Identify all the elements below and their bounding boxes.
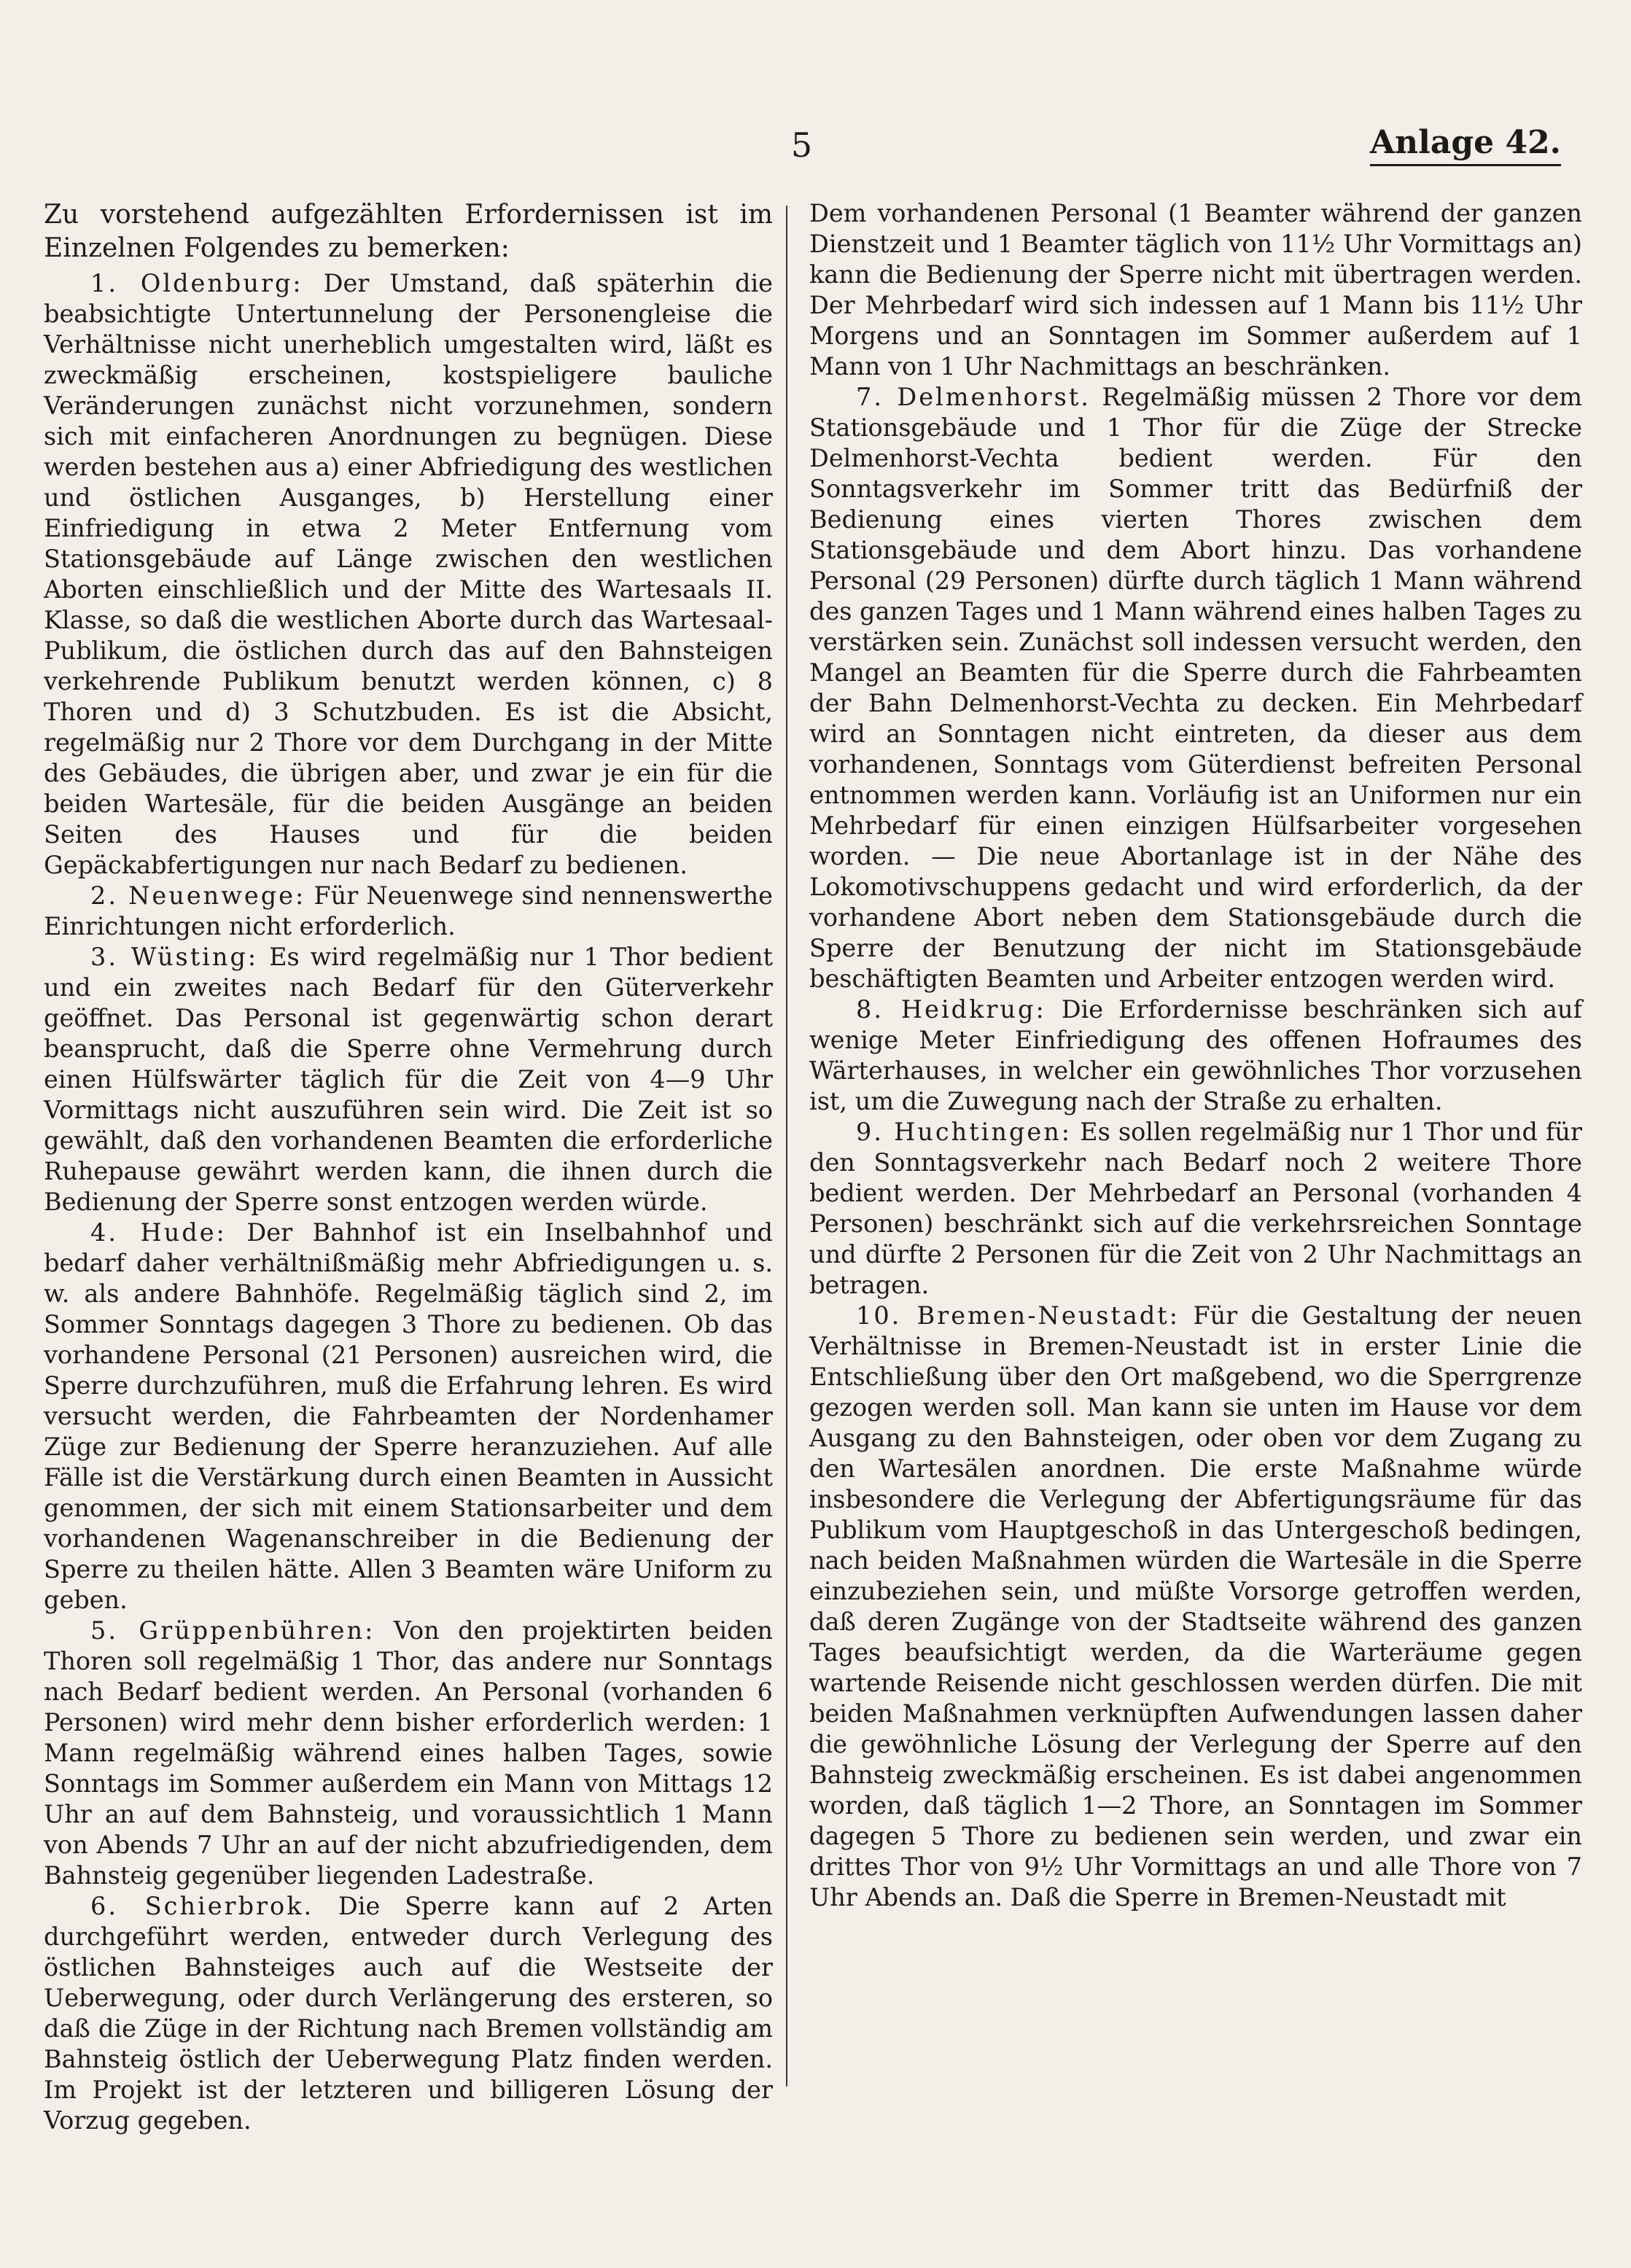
station-heading: 3. Wüsting: <box>90 943 259 971</box>
paragraph-oldenburg <box>44 268 773 881</box>
paragraph-grueppenbuehren <box>44 1616 773 1891</box>
paragraph-text: Die Sperre kann auf 2 Arten durchgeführt werden, entweder durch Verlegung des östlichen Bahnsteiges auch auf die Westseite der Ueberwegung, oder durch Verlängerung des ersteren, so daß die Züge in der Richtung nach Bremen vollständig am Bahnsteig östlich der Ueberwegung Platz finden werden. Im Projekt ist der letzteren und billigeren Lösung der Vorzug gegeben. <box>44 1892 773 2135</box>
paragraph-bremen-neustadt <box>809 1301 1582 1913</box>
paragraph-text: Von den projektirten beiden Thoren soll regelmäßig 1 Thor, das andere nur Sonntags nach Bedarf bedient werden. An Personal (vorhanden 6 Personen) wird mehr denn bisher erforderlich werden: 1 Mann regelmäßig während eines halben Tages, sowie Sonntags im Sommer außerdem ein Mann von Mittags 12 Uhr an auf dem Bahnsteig, und voraussichtlich 1 Mann von Abends 7 Uhr an auf der nicht abzufriedigenden, dem Bahnsteig gegenüber liegenden Ladestraße. <box>44 1616 773 1890</box>
intro-paragraph: Zu vorstehend aufgezählten Erfordernissen ist im Einzelnen Folgendes zu bemerken: <box>44 200 773 263</box>
station-heading: 1. Oldenburg: <box>90 269 303 297</box>
station-heading: 9. Huchtingen: <box>856 1118 1073 1146</box>
paragraph-text: Der Bahnhof ist ein Inselbahnhof und bedarf daher verhältnißmäßig mehr Abfriedigungen u. s. w. als andere Bahnhöfe. Regelmäßig täglich sind 2, im Sommer Sonntags dagegen 3 Thore zu bedienen. Ob das vorhandene Personal (21 Personen) ausreichen wird, die Sperre durchzuführen, muß die Erfahrung lehren. Es wird versucht werden, die Fahrbeamten der Nordenhamer Züge zur Bedienung der Sperre heranzuziehen. Auf alle Fälle ist die Verstärkung durch einen Beamten in Aussicht genommen, der sich mit einem Stationsarbeiter und dem vorhandenen Wagenanschreiber in die Bedienung der Sperre zu theilen hätte. Allen 3 Beamten wäre Uniform zu geben. <box>44 1218 773 1614</box>
left-column <box>44 198 773 2136</box>
paragraph-text: Es sollen regelmäßig nur 1 Thor und für den Sonntagsverkehr nach Bedarf noch 2 weitere Thore bedient werden. Der Mehrbedarf an Personal (vorhanden 4 Personen) beschränkt sich auf die verkehrsreichen Sonntage und dürfte 2 Personen für die Zeit von 2 Uhr Nachmittags an betragen. <box>809 1118 1582 1299</box>
right-column <box>809 198 1582 1913</box>
page-number: 5 <box>790 125 814 165</box>
station-heading: 2. Neuenwege: <box>90 881 306 910</box>
paragraph-text: Es wird regelmäßig nur 1 Thor bedient und ein zweites nach Bedarf für den Güterverkehr geöffnet. Das Personal ist gegenwärtig schon derart beansprucht, daß die Sperre ohne Vermehrung durch einen Hülfswärter täglich für die Zeit von 4—9 Uhr Vormittags nicht auszuführen sein wird. Die Zeit ist so gewählt, daß den vorhandenen Beamten die erforderliche Ruhepause gewährt werden kann, die ihnen durch die Bedienung der Sperre sonst entzogen werden würde. <box>44 943 773 1216</box>
paragraph-text: Die Erfordernisse beschränken sich auf wenige Meter Einfriedigung des offenen Hofraumes des Wärterhauses, in welcher ein gewöhnliches Thor vorzusehen ist, um die Zuwegung nach der Straße zu erhalten. <box>809 995 1582 1115</box>
paragraph-hude <box>44 1217 773 1616</box>
station-heading: 4. Hude: <box>90 1218 227 1247</box>
paragraph-heidkrug <box>809 994 1582 1117</box>
paragraph-schierbrok <box>44 1891 773 2136</box>
station-heading: 5. Grüppenbühren: <box>90 1616 375 1645</box>
paragraph-huchtingen <box>809 1117 1582 1301</box>
paragraph-delmenhorst <box>809 382 1582 994</box>
station-heading: 8. Heidkrug: <box>856 995 1046 1024</box>
station-heading: 10. Bremen-Neustadt: <box>856 1301 1180 1330</box>
station-heading: 7. Delmenhorst. <box>856 383 1091 411</box>
station-heading: 6. Schierbrok. <box>90 1892 314 1920</box>
paragraph-text: Für Neuenwege sind nennenswerthe Einrichtungen nicht erforderlich. <box>44 881 774 940</box>
paragraph-neuenwege <box>44 881 773 942</box>
appendix-label: Anlage 42. <box>1370 124 1561 166</box>
paragraph-text: Für die Gestaltung der neuen Verhältnisse in Bremen-Neustadt ist in erster Linie die Entschließung über den Ort maßgebend, wo die Sperrgrenze gezogen werden soll. Man kann sie unten im Hause vor dem Ausgang zu den Bahnsteigen, oder oben vor dem Zugang zu den Wartesälen anordnen. Die erste Maßnahme würde insbesondere die Verlegung der Abfertigungsräume für das Publikum vom Hauptgeschoß in das Untergeschoß bedingen, nach beiden Maßnahmen würden die Wartesäle in die Sperre einzubeziehen sein, und müßte Vorsorge getroffen werden, daß deren Zugänge von der Stadtseite während des ganzen Tages beaufsichtigt werden, da die Warteräume gegen wartende Reisende nicht geschlossen werden dürfen. Die mit beiden Maßnahmen verknüpften Aufwendungen lassen daher die gewöhnliche Lösung der Verlegung der Sperre auf den Bahnsteig zweckmäßig erscheinen. Es ist dabei angenommen worden, daß täglich 1—2 Thore, an Sonntagen im Sommer dagegen 5 Thore zu bedienen sein werden, und zwar ein drittes Thor von 9½ Uhr Vormittags an und alle Thore von 7 Uhr Abends an. Daß die Sperre in Bremen-Neustadt mit <box>809 1301 1582 1912</box>
paragraph-text: Regelmäßig müssen 2 Thore vor dem Stationsgebäude und 1 Thor für die Züge der Strecke Delmenhorst-Vechta bedient werden. Für den Sonntagsverkehr im Sommer tritt das Bedürfniß der Bedienung eines vierten Thores zwischen dem Stationsgebäude und dem Abort hinzu. Das vorhandene Personal (29 Personen) dürfte durch täglich 1 Mann während des ganzen Tages und 1 Mann während eines halben Tages zu verstärken sein. Zunächst soll indessen versucht werden, den Mangel an Beamten für die Sperre durch die Fahrbeamten der Bahn Delmenhorst-Vechta zu decken. Ein Mehrbedarf wird an Sonntagen nicht eintreten, da dieser aus dem vorhandenen, Sonntags vom Güterdienst befreiten Personal entnommen werden kann. Vorläufig ist an Uniformen nur ein Mehrbedarf für einen einzigen Hülfsarbeiter vorgesehen worden. — Die neue Abortanlage ist in der Nähe des Lokomotivschuppens gedacht und wird erforderlich, da der vorhandene Abort neben dem Stationsgebäude durch die Sperre der Benutzung der nicht im Stationsgebäude beschäftigten Beamten und Arbeiter entzogen werden wird. <box>809 383 1582 993</box>
paragraph-wuesting <box>44 942 773 1217</box>
paragraph-text: Der Umstand, daß späterhin die beabsichtigte Untertunnelung der Personengleise die Verhältnisse nicht unerheblich umgestalten wird, läßt es zweckmäßig erscheinen, kostspieligere bauliche Veränderungen zunächst nicht vorzunehmen, sondern sich mit einfacheren Anordnungen zu begnügen. Diese werden bestehen aus a) einer Abfriedigung des westlichen und östlichen Ausganges, b) Herstellung einer Einfriedigung in etwa 2 Meter Entfernung vom Stationsgebäude auf Länge zwischen den westlichen Aborten einschließlich und der Mitte des Wartesaals II. Klasse, so daß die westlichen Aborte durch das Wartesaal-Publikum, die östlichen durch das auf den Bahnsteigen verkehrende Publikum benutzt werden können, c) 8 Thoren und d) 3 Schutzbuden. Es ist die Absicht, regelmäßig nur 2 Thore vor dem Durchgang in der Mitte des Gebäudes, die übrigen aber, und zwar je ein für die beiden Wartesäle, für die beiden Ausgänge an beiden Seiten des Hauses und für die beiden Gepäckabfertigungen nur nach Bedarf zu bedienen. <box>44 269 773 879</box>
column-divider <box>786 206 787 2086</box>
paragraph-continuation: Dem vorhandenen Personal (1 Beamter während der ganzen Dienstzeit und 1 Beamter täglich von 11½ Uhr Vormittags an) kann die Bedienung der Sperre nicht mit übertragen werden. Der Mehrbedarf wird sich indessen auf 1 Mann bis 11½ Uhr Morgens und an Sonntagen im Sommer außerdem auf 1 Mann von 1 Uhr Nachmittags an beschränken. <box>809 199 1582 381</box>
